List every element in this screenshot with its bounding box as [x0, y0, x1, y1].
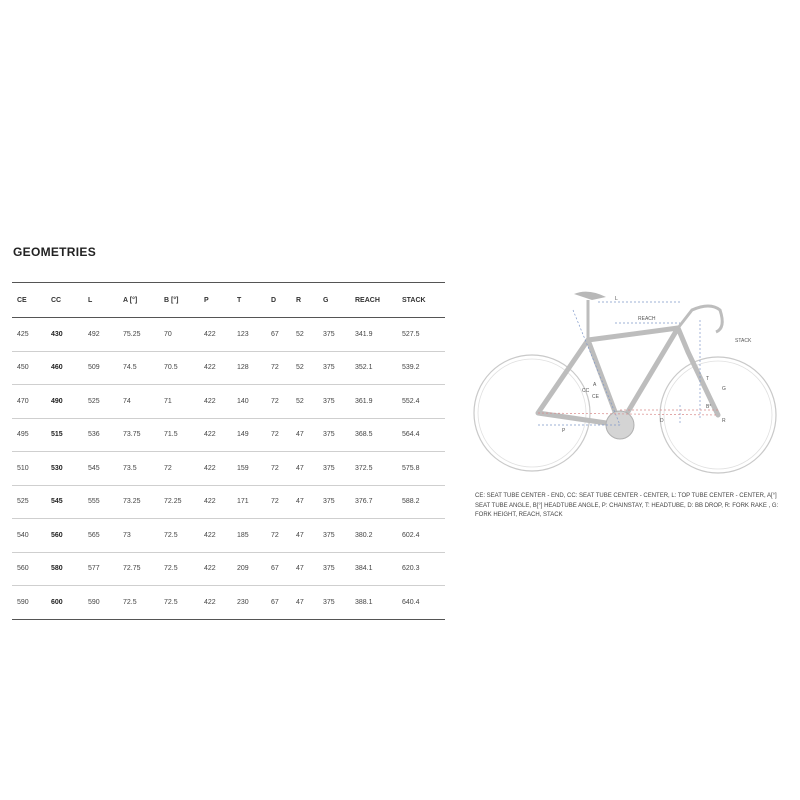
- table-cell: 560: [12, 552, 46, 586]
- column-header: P: [199, 283, 232, 318]
- table-cell: 580: [46, 552, 83, 586]
- label-ce: CE: [592, 394, 599, 400]
- table-cell: 72: [266, 519, 291, 553]
- table-cell: 515: [46, 418, 83, 452]
- table-cell: 72: [266, 485, 291, 519]
- table-header-row: [12, 283, 445, 318]
- table-cell: 149: [232, 418, 266, 452]
- table-cell: 564.4: [397, 418, 445, 452]
- rear-wheel: [474, 355, 590, 471]
- column-header: B [°]: [159, 283, 199, 318]
- column-header: A [°]: [118, 283, 159, 318]
- table-cell: 67: [266, 552, 291, 586]
- table-cell: 425: [12, 318, 46, 352]
- table-cell: 460: [46, 351, 83, 385]
- table-cell: 539.2: [397, 351, 445, 385]
- table-cell: 361.9: [350, 385, 397, 419]
- table-cell: 72: [266, 351, 291, 385]
- label-cc: CC: [582, 388, 590, 394]
- table-cell: 490: [46, 385, 83, 419]
- table-cell: 527.5: [397, 318, 445, 352]
- table-cell: 577: [83, 552, 118, 586]
- table-cell: 540: [12, 519, 46, 553]
- label-b: B°: [706, 404, 712, 410]
- label-a: A: [593, 382, 597, 388]
- table-cell: 525: [83, 385, 118, 419]
- table-cell: 72.25: [159, 485, 199, 519]
- table-cell: 71: [159, 385, 199, 419]
- frame: [538, 328, 718, 425]
- table-row: [12, 452, 445, 486]
- table-cell: 640.4: [397, 586, 445, 620]
- table-cell: 230: [232, 586, 266, 620]
- table-cell: 375: [318, 586, 350, 620]
- table-cell: 530: [46, 452, 83, 486]
- table-cell: 71.5: [159, 418, 199, 452]
- saddle: [574, 292, 606, 300]
- label-t: T: [706, 376, 710, 382]
- table-cell: 545: [46, 485, 83, 519]
- column-header: G: [318, 283, 350, 318]
- table-cell: 123: [232, 318, 266, 352]
- table-cell: 352.1: [350, 351, 397, 385]
- table-cell: 47: [291, 552, 318, 586]
- table-cell: 545: [83, 452, 118, 486]
- table-cell: 430: [46, 318, 83, 352]
- table-cell: 72.5: [159, 586, 199, 620]
- bike-geometry-diagram: [470, 280, 780, 490]
- table-cell: 47: [291, 519, 318, 553]
- table-cell: 620.3: [397, 552, 445, 586]
- table-cell: 470: [12, 385, 46, 419]
- table-cell: 602.4: [397, 519, 445, 553]
- table-row: [12, 318, 445, 352]
- table-row: [12, 552, 445, 586]
- table-row: [12, 485, 445, 519]
- table-cell: 588.2: [397, 485, 445, 519]
- table-cell: 75.25: [118, 318, 159, 352]
- label-stack: STACK: [735, 338, 752, 344]
- table-cell: 372.5: [350, 452, 397, 486]
- label-p: P: [562, 428, 566, 434]
- table-cell: 70: [159, 318, 199, 352]
- table-cell: 72.5: [159, 552, 199, 586]
- table-cell: 384.1: [350, 552, 397, 586]
- table-cell: 375: [318, 385, 350, 419]
- table-cell: 590: [83, 586, 118, 620]
- geometry-legend: CE: SEAT TUBE CENTER - END, CC: SEAT TUBE CENTER - CENTER, L: TOP TUBE CENTER - CENTER, A[°] SEAT TUBE ANGLE, B[°] HEADTUBE ANGLE, P: CHAINSTAY, T: HEADTUBE, D: BB DROP, R: FORK RAKE , G: FORK HEIGHT, REACH, STACK: [475, 493, 779, 518]
- table-cell: 74.5: [118, 351, 159, 385]
- table-cell: 422: [199, 418, 232, 452]
- table-cell: 73: [118, 519, 159, 553]
- column-header: R: [291, 283, 318, 318]
- table-cell: 368.5: [350, 418, 397, 452]
- table-row: [12, 519, 445, 553]
- table-cell: 375: [318, 552, 350, 586]
- label-g: G: [722, 386, 726, 392]
- column-header: REACH: [350, 283, 397, 318]
- table-cell: 555: [83, 485, 118, 519]
- table-cell: 52: [291, 318, 318, 352]
- frame-rear-triangle: [538, 340, 620, 425]
- column-header: CE: [12, 283, 46, 318]
- table-row: [12, 418, 445, 452]
- column-header: CC: [46, 283, 83, 318]
- table-cell: 375: [318, 351, 350, 385]
- table-cell: 560: [46, 519, 83, 553]
- page-title: GEOMETRIES: [13, 245, 97, 259]
- table-cell: 159: [232, 452, 266, 486]
- label-r: R: [722, 418, 726, 424]
- label-reach: REACH: [638, 316, 656, 322]
- table-cell: 185: [232, 519, 266, 553]
- table-cell: 422: [199, 519, 232, 553]
- table-cell: 422: [199, 452, 232, 486]
- table-cell: 140: [232, 385, 266, 419]
- table-cell: 128: [232, 351, 266, 385]
- column-header: D: [266, 283, 291, 318]
- table-cell: 73.75: [118, 418, 159, 452]
- table-cell: 375: [318, 485, 350, 519]
- table-cell: 72: [159, 452, 199, 486]
- table-cell: 171: [232, 485, 266, 519]
- table-cell: 552.4: [397, 385, 445, 419]
- table-cell: 565: [83, 519, 118, 553]
- table-cell: 422: [199, 318, 232, 352]
- table-cell: 509: [83, 351, 118, 385]
- table-cell: 525: [12, 485, 46, 519]
- table-cell: 600: [46, 586, 83, 620]
- table-cell: 52: [291, 385, 318, 419]
- table-cell: 70.5: [159, 351, 199, 385]
- table-cell: 492: [83, 318, 118, 352]
- table-cell: 388.1: [350, 586, 397, 620]
- table-cell: 375: [318, 519, 350, 553]
- table-cell: 67: [266, 586, 291, 620]
- table-cell: 47: [291, 485, 318, 519]
- table-cell: 380.2: [350, 519, 397, 553]
- label-d: D: [660, 418, 664, 424]
- table-cell: 422: [199, 485, 232, 519]
- table-cell: 72.5: [118, 586, 159, 620]
- table-row: [12, 351, 445, 385]
- table-row: [12, 385, 445, 419]
- geometry-table: [12, 282, 445, 620]
- table-body: [12, 318, 445, 620]
- table-cell: 67: [266, 318, 291, 352]
- table-row: [12, 586, 445, 620]
- fork: [678, 328, 718, 415]
- table-cell: 47: [291, 418, 318, 452]
- table-cell: 422: [199, 552, 232, 586]
- table-cell: 422: [199, 351, 232, 385]
- table-cell: 72: [266, 418, 291, 452]
- table-cell: 341.9: [350, 318, 397, 352]
- table-cell: 536: [83, 418, 118, 452]
- table-cell: 72: [266, 385, 291, 419]
- table-cell: 375: [318, 452, 350, 486]
- rear-rim: [478, 359, 586, 467]
- table-cell: 73.5: [118, 452, 159, 486]
- table-cell: 72: [266, 452, 291, 486]
- column-header: L: [83, 283, 118, 318]
- table-cell: 47: [291, 586, 318, 620]
- table-cell: 74: [118, 385, 159, 419]
- label-l: L: [615, 296, 618, 302]
- table-cell: 495: [12, 418, 46, 452]
- column-header: STACK: [397, 283, 445, 318]
- table-cell: 47: [291, 452, 318, 486]
- table-cell: 590: [12, 586, 46, 620]
- table-cell: 510: [12, 452, 46, 486]
- table-cell: 209: [232, 552, 266, 586]
- table-cell: 52: [291, 351, 318, 385]
- table-cell: 375: [318, 418, 350, 452]
- table-cell: 375: [318, 318, 350, 352]
- table-cell: 422: [199, 385, 232, 419]
- column-header: T: [232, 283, 266, 318]
- table-cell: 72.75: [118, 552, 159, 586]
- table-cell: 575.8: [397, 452, 445, 486]
- table-cell: 422: [199, 586, 232, 620]
- table-cell: 73.25: [118, 485, 159, 519]
- table-cell: 376.7: [350, 485, 397, 519]
- table-cell: 72.5: [159, 519, 199, 553]
- table-cell: 450: [12, 351, 46, 385]
